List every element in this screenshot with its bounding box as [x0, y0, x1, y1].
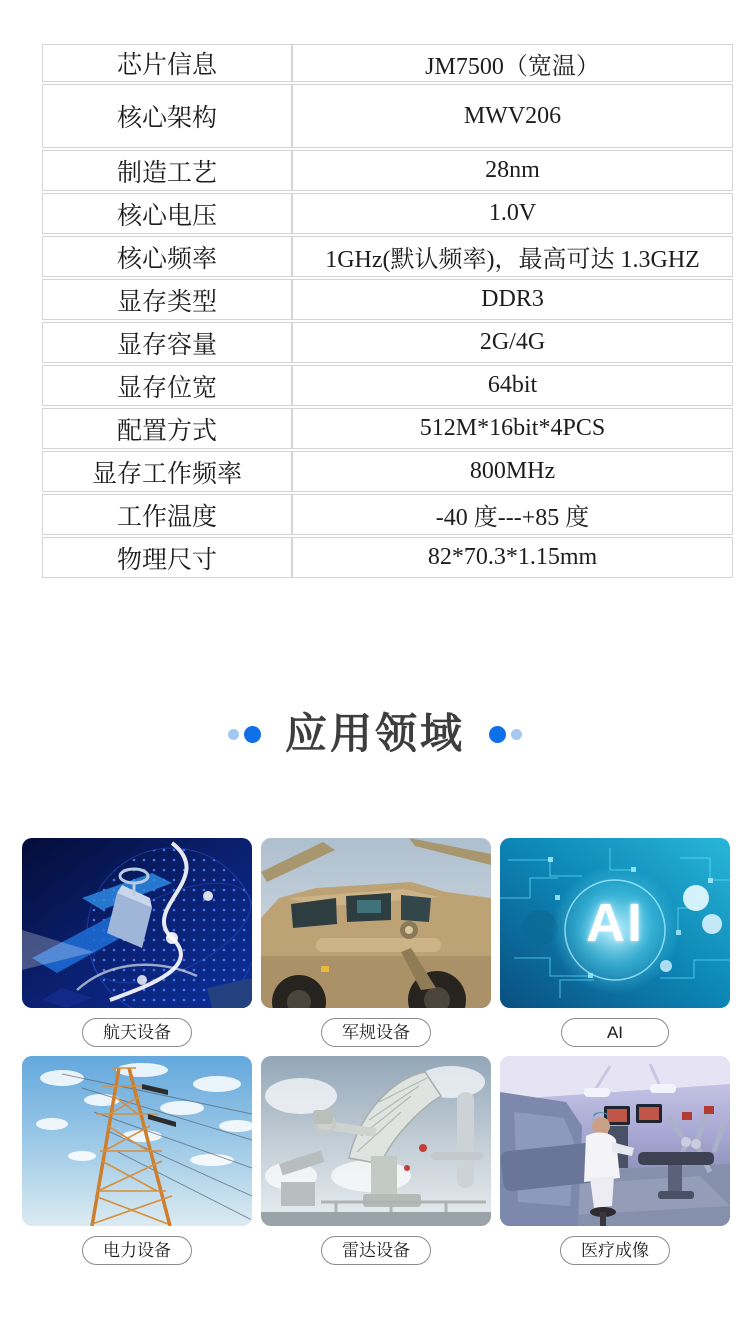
table-row	[42, 44, 733, 82]
application-label: 航天设备	[82, 1018, 192, 1047]
application-card-aerospace	[22, 838, 252, 1056]
spec-value: 1.0V	[292, 193, 733, 234]
spec-label: 制造工艺	[42, 150, 292, 191]
spec-value: MWV206	[292, 84, 733, 148]
aerospace-image	[22, 838, 252, 1008]
ai-circuit-image	[500, 838, 730, 1008]
table-row	[42, 193, 733, 234]
table-row	[42, 322, 733, 363]
table-row	[42, 451, 733, 492]
table-row	[42, 279, 733, 320]
spec-value: 64bit	[292, 365, 733, 406]
application-card-power	[22, 1056, 252, 1274]
application-card-medical	[500, 1056, 730, 1274]
radar-antenna-image	[261, 1056, 491, 1226]
application-card-military	[261, 838, 491, 1056]
military-vehicle-image	[261, 838, 491, 1008]
spec-value: DDR3	[292, 279, 733, 320]
spec-label: 核心电压	[42, 193, 292, 234]
accent-dots-right	[489, 726, 522, 743]
table-row	[42, 537, 733, 578]
table-row	[42, 236, 733, 277]
application-label: 雷达设备	[321, 1236, 431, 1265]
applications-grid	[0, 838, 750, 1274]
spec-value: 82*70.3*1.15mm	[292, 537, 733, 578]
spec-label: 工作温度	[42, 494, 292, 535]
spec-label: 核心频率	[42, 236, 292, 277]
accent-dots-left	[228, 726, 261, 743]
dot-icon	[489, 726, 506, 743]
spec-label: 核心架构	[42, 84, 292, 148]
spec-label: 显存类型	[42, 279, 292, 320]
spec-label: 芯片信息	[42, 44, 292, 82]
spec-value: 800MHz	[292, 451, 733, 492]
spec-value: -40 度---+85 度	[292, 494, 733, 535]
spec-value: 2G/4G	[292, 322, 733, 363]
spec-value: 512M*16bit*4PCS	[292, 408, 733, 449]
spec-value: JM7500（宽温）	[292, 44, 733, 82]
dot-icon	[244, 726, 261, 743]
table-row	[42, 494, 733, 535]
application-label: 军规设备	[321, 1018, 431, 1047]
application-label: AI	[561, 1018, 669, 1047]
spec-label: 配置方式	[42, 408, 292, 449]
spec-label: 显存位宽	[42, 365, 292, 406]
page-title: 应用领域	[284, 710, 465, 757]
spec-value: 28nm	[292, 150, 733, 191]
spec-table	[42, 42, 733, 580]
application-label: 医疗成像	[560, 1236, 670, 1265]
power-tower-image	[22, 1056, 252, 1226]
spec-label: 显存容量	[42, 322, 292, 363]
medical-imaging-image	[500, 1056, 730, 1226]
dot-icon	[511, 729, 522, 740]
table-row	[42, 365, 733, 406]
table-row	[42, 408, 733, 449]
dot-icon	[228, 729, 239, 740]
section-header	[0, 710, 750, 758]
spec-label: 物理尺寸	[42, 537, 292, 578]
spec-label: 显存工作频率	[42, 451, 292, 492]
table-row	[42, 84, 733, 148]
spec-value: 1GHz(默认频率)，最高可达 1.3GHZ	[292, 236, 733, 277]
application-card-radar	[261, 1056, 491, 1274]
ai-overlay-text: AI	[586, 893, 644, 954]
application-label: 电力设备	[82, 1236, 192, 1265]
application-card-ai	[500, 838, 730, 1056]
table-row	[42, 150, 733, 191]
